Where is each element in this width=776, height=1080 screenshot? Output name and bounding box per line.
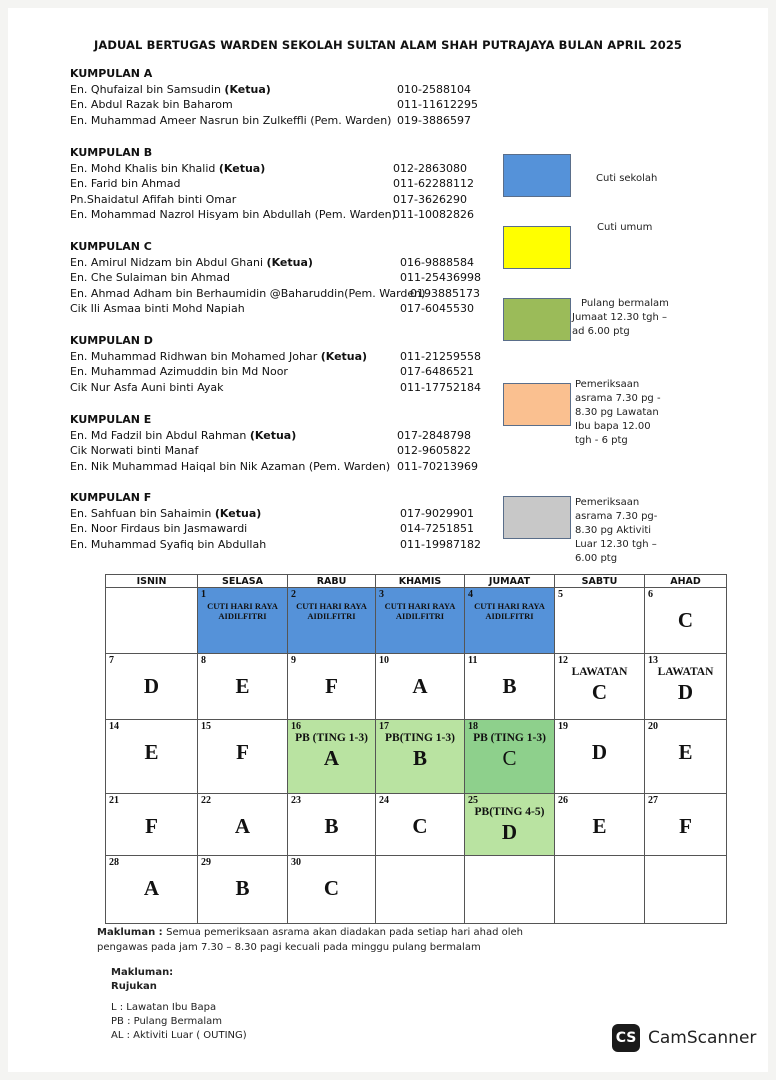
rujukan-heading: Rujukan bbox=[111, 981, 157, 992]
group-a bbox=[70, 66, 478, 128]
calendar-day-cell bbox=[555, 588, 645, 654]
page-title: JADUAL BERTUGAS WARDEN SEKOLAH SULTAN ALAM SHAH PUTRAJAYA BULAN APRIL 2025 bbox=[93, 38, 683, 52]
calendar-day-cell bbox=[645, 720, 727, 794]
phone-number: 017-9029901 bbox=[400, 506, 474, 520]
group-f bbox=[70, 490, 481, 552]
member-name: Pn.Shaidatul Afifah binti Omar bbox=[70, 192, 237, 206]
duty-group-letter: C bbox=[412, 814, 428, 838]
day-note: PB(TING 1-3) bbox=[385, 732, 455, 744]
duty-group-letter: E bbox=[678, 740, 693, 764]
group-heading: KUMPULAN E bbox=[70, 413, 152, 426]
duty-group-letter: B bbox=[502, 674, 517, 698]
phone-number: 011-19987182 bbox=[400, 537, 481, 551]
weekday-header: JUMAAT bbox=[465, 575, 555, 588]
day-note: LAWATAN bbox=[571, 666, 628, 678]
weekday-header: SABTU bbox=[555, 575, 645, 588]
duty-group-letter: D bbox=[677, 680, 694, 704]
reference-item: AL : Aktiviti Luar ( OUTING) bbox=[111, 1030, 247, 1041]
phone-number: 017-6486521 bbox=[400, 365, 474, 379]
duty-group-letter: D bbox=[501, 820, 518, 844]
group-c bbox=[70, 239, 481, 317]
duty-group-letter: B bbox=[235, 876, 250, 900]
calendar-day-cell bbox=[555, 654, 645, 720]
member-name: Cik Nur Asfa Auni binti Ayak bbox=[70, 380, 224, 394]
weekday-header: ISNIN bbox=[106, 575, 198, 588]
role-label: (Ketua) bbox=[218, 161, 266, 175]
calendar-day-cell bbox=[376, 654, 465, 720]
makluman-text: Semua pemeriksaan asrama akan diadakan pada setiap hari ahad oleh pengawas pada jam 7.30 – 8.30 pagi kecuali pada minggu pulang bermalam bbox=[97, 927, 523, 953]
group-heading: KUMPULAN B bbox=[70, 146, 153, 159]
legend-label: Pulang bermalam Jumaat 12.30 tgh – ad 6.00 ptg bbox=[572, 298, 669, 337]
calendar-week-row bbox=[106, 856, 727, 924]
legend-swatch bbox=[503, 496, 571, 539]
calendar-day-cell bbox=[106, 588, 198, 654]
calendar-week-row bbox=[106, 720, 727, 794]
day-number: 5 bbox=[558, 589, 563, 600]
day-number: 8 bbox=[201, 655, 206, 666]
duty-group-letter: B bbox=[324, 814, 339, 838]
calendar-day-cell bbox=[198, 654, 288, 720]
duty-group-letter: C bbox=[591, 680, 608, 704]
member-row bbox=[70, 521, 474, 537]
duty-group-letter: A bbox=[143, 876, 160, 900]
member-name: En. Muhammad Syafiq bin Abdullah bbox=[70, 537, 267, 551]
member-name: En. Muhammad Ridhwan bin Mohamed Johar bbox=[70, 349, 321, 363]
day-number: 7 bbox=[109, 655, 114, 666]
calendar-day-cell bbox=[555, 794, 645, 856]
calendar-day-cell bbox=[198, 588, 288, 654]
member-row bbox=[70, 349, 481, 365]
calendar-week-row bbox=[106, 794, 727, 856]
phone-number: 011-11612295 bbox=[397, 98, 478, 112]
phone-number: 012-9605822 bbox=[397, 444, 471, 458]
phone-number: 010-2588104 bbox=[397, 82, 471, 96]
member-row bbox=[70, 176, 474, 192]
member-row bbox=[70, 428, 471, 444]
member-row bbox=[70, 270, 481, 286]
duty-group-letter: B bbox=[412, 746, 427, 770]
phone-number: 014-7251851 bbox=[400, 522, 474, 536]
calendar-day-cell bbox=[288, 654, 376, 720]
day-number: 23 bbox=[291, 795, 301, 806]
calendar-week-row bbox=[106, 654, 727, 720]
member-row bbox=[70, 82, 471, 98]
member-row bbox=[70, 192, 467, 208]
member-row bbox=[70, 286, 480, 302]
legend-swatch bbox=[503, 383, 571, 426]
phone-number: 011-25436998 bbox=[400, 271, 481, 285]
legend-swatch bbox=[503, 154, 571, 197]
day-number: 25 bbox=[468, 795, 478, 806]
duty-group-letter: E bbox=[144, 740, 159, 764]
day-number: 18 bbox=[468, 721, 478, 732]
calendar-day-cell bbox=[645, 794, 727, 856]
member-name: En. Mohd Khalis bin Khalid bbox=[70, 161, 219, 175]
member-name: En. Muhammad Ameer Nasrun bin Zulkeffli (Pem. Warden) bbox=[70, 113, 392, 127]
calendar-day-cell bbox=[106, 856, 198, 924]
phone-number: 011-21259558 bbox=[400, 349, 481, 363]
member-name: Cik Ili Asmaa binti Mohd Napiah bbox=[70, 302, 245, 316]
makluman-label: Makluman : bbox=[97, 927, 167, 938]
phone-number: 016-9888584 bbox=[400, 255, 474, 269]
member-row bbox=[70, 443, 471, 459]
day-number: 28 bbox=[109, 857, 119, 868]
phone-number: 012-2863080 bbox=[393, 161, 467, 175]
calendar-day-cell bbox=[106, 794, 198, 856]
calendar-day-cell bbox=[106, 654, 198, 720]
phone-number: 011-62288112 bbox=[393, 177, 474, 191]
day-number: 20 bbox=[648, 721, 658, 732]
duty-group-letter: E bbox=[592, 814, 607, 838]
group-heading: KUMPULAN F bbox=[70, 491, 152, 504]
duty-group-letter: C bbox=[677, 608, 694, 632]
calendar-day-cell bbox=[465, 720, 555, 794]
day-number: 13 bbox=[648, 655, 658, 666]
member-name: En. Ahmad Adham bin Berhaumidin @Baharuddin(Pem. Warden) bbox=[70, 286, 426, 300]
calendar-day-cell bbox=[465, 856, 555, 924]
calendar-day-cell bbox=[645, 588, 727, 654]
day-number: 19 bbox=[558, 721, 568, 732]
day-number: 26 bbox=[558, 795, 568, 806]
day-number: 1 bbox=[201, 589, 206, 600]
day-note: CUTI HARI RAYA AIDILFITRI bbox=[474, 601, 545, 621]
day-note: PB(TING 4-5) bbox=[474, 806, 545, 818]
duty-group-letter: A bbox=[323, 746, 340, 770]
day-number: 12 bbox=[558, 655, 568, 666]
day-number: 17 bbox=[379, 721, 389, 732]
phone-number: 011-70213969 bbox=[397, 459, 478, 473]
member-row bbox=[70, 506, 474, 522]
calendar-day-cell bbox=[198, 856, 288, 924]
duty-group-letter: A bbox=[412, 674, 428, 698]
member-row bbox=[70, 459, 478, 475]
role-label: (Ketua) bbox=[320, 349, 368, 363]
day-number: 9 bbox=[291, 655, 296, 666]
day-number: 15 bbox=[201, 721, 211, 732]
camscanner-label: CamScanner bbox=[648, 1028, 757, 1048]
day-number: 30 bbox=[291, 857, 301, 868]
group-heading: KUMPULAN A bbox=[70, 67, 153, 80]
weekday-header: AHAD bbox=[645, 575, 727, 588]
calendar-header-row bbox=[106, 575, 727, 588]
day-number: 6 bbox=[648, 589, 653, 600]
group-e bbox=[70, 412, 478, 474]
day-number: 11 bbox=[468, 655, 478, 666]
phone-number: 017-2848798 bbox=[397, 428, 471, 442]
day-number: 21 bbox=[109, 795, 119, 806]
calendar-day-cell bbox=[198, 720, 288, 794]
group-d bbox=[70, 333, 481, 395]
member-name: En. Abdul Razak bin Baharom bbox=[70, 98, 233, 112]
legend-label: Pemeriksaan asrama 7.30 pg - 8.30 pg Lawatan Ibu bapa 12.00 tgh - 6 ptg bbox=[575, 379, 661, 446]
day-note: CUTI HARI RAYA AIDILFITRI bbox=[384, 601, 456, 621]
calendar-day-cell bbox=[376, 856, 465, 924]
group-b bbox=[70, 145, 474, 223]
duty-group-letter: F bbox=[236, 740, 249, 764]
legend-swatch bbox=[503, 226, 571, 269]
member-row bbox=[70, 207, 474, 223]
calendar-day-cell bbox=[555, 856, 645, 924]
duty-group-letter: D bbox=[143, 674, 160, 698]
member-row bbox=[70, 537, 481, 553]
role-label: (Ketua) bbox=[266, 255, 313, 269]
group-heading: KUMPULAN C bbox=[70, 240, 152, 253]
phone-number: 017-3626290 bbox=[393, 192, 467, 206]
camscanner-logo-icon: CS bbox=[612, 1024, 640, 1052]
phone-number: 011-17752184 bbox=[400, 380, 481, 394]
day-number: 14 bbox=[109, 721, 119, 732]
weekday-header: SELASA bbox=[198, 575, 288, 588]
calendar-day-cell bbox=[198, 794, 288, 856]
member-row bbox=[70, 301, 474, 317]
calendar-week-row bbox=[106, 588, 727, 654]
camscanner-watermark bbox=[612, 1024, 756, 1052]
calendar-day-cell bbox=[288, 720, 376, 794]
member-name: En. Sahfuan bin Sahaimin bbox=[70, 506, 215, 520]
calendar-day-cell bbox=[106, 720, 198, 794]
member-name: En. Nik Muhammad Haiqal bin Nik Azaman (Pem. Warden) bbox=[70, 459, 391, 473]
legend-label: Pemeriksaan asrama 7.30 pg-8.30 pg Aktiviti Luar 12.30 tgh – 6.00 ptg bbox=[575, 497, 658, 564]
calendar-day-cell bbox=[288, 588, 376, 654]
duty-group-letter: F bbox=[679, 814, 692, 838]
day-number: 22 bbox=[201, 795, 211, 806]
phone-number: 017-6045530 bbox=[400, 302, 474, 316]
duty-group-letter: F bbox=[145, 814, 158, 838]
calendar-day-cell bbox=[465, 794, 555, 856]
calendar-day-cell bbox=[288, 856, 376, 924]
member-name: En. Qhufaizal bin Samsudin bbox=[70, 82, 225, 96]
calendar-day-cell bbox=[555, 720, 645, 794]
member-name: En. Mohammad Nazrol Hisyam bin Abdullah (Pem. Warden) bbox=[70, 208, 396, 222]
duty-group-letter: C bbox=[323, 876, 340, 900]
calendar-day-cell bbox=[465, 588, 555, 654]
weekday-header: RABU bbox=[288, 575, 376, 588]
member-row bbox=[70, 113, 471, 129]
member-name: En. Farid bin Ahmad bbox=[70, 177, 181, 191]
member-name: En. Noor Firdaus bin Jasmawardi bbox=[70, 522, 248, 536]
calendar-day-cell bbox=[465, 654, 555, 720]
legend-swatch bbox=[503, 298, 571, 341]
calendar-day-cell bbox=[376, 720, 465, 794]
day-number: 27 bbox=[648, 795, 658, 806]
calendar-day-cell bbox=[645, 654, 727, 720]
calendar-day-cell bbox=[376, 588, 465, 654]
role-label: (Ketua) bbox=[249, 428, 297, 442]
duty-calendar bbox=[105, 574, 727, 924]
member-name: En. Che Sulaiman bin Ahmad bbox=[70, 271, 231, 285]
member-row bbox=[70, 161, 467, 177]
day-note: PB (TING 1-3) bbox=[473, 732, 546, 744]
role-label: (Ketua) bbox=[214, 506, 262, 520]
day-number: 29 bbox=[201, 857, 211, 868]
duty-group-letter: C bbox=[502, 746, 517, 770]
day-number: 10 bbox=[379, 655, 389, 666]
day-number: 3 bbox=[379, 589, 384, 600]
duty-group-letter: E bbox=[235, 674, 250, 698]
day-number: 24 bbox=[379, 795, 389, 806]
member-name: En. Md Fadzil bin Abdul Rahman bbox=[70, 428, 250, 442]
day-note: CUTI HARI RAYA AIDILFITRI bbox=[207, 601, 278, 621]
legend-label: Cuti sekolah bbox=[596, 173, 658, 184]
makluman-note bbox=[97, 926, 572, 955]
calendar-day-cell bbox=[376, 794, 465, 856]
makluman-heading: Makluman: bbox=[111, 967, 174, 978]
member-row bbox=[70, 255, 474, 271]
day-note: LAWATAN bbox=[657, 666, 714, 678]
day-note: CUTI HARI RAYA AIDILFITRI bbox=[296, 601, 367, 621]
legend-label: Cuti umum bbox=[597, 222, 653, 233]
member-name: En. Muhammad Azimuddin bin Md Noor bbox=[70, 365, 288, 379]
calendar-day-cell bbox=[288, 794, 376, 856]
phone-number: 0193885173 bbox=[410, 286, 480, 300]
reference-item: PB : Pulang Bermalam bbox=[111, 1016, 223, 1027]
member-name: Cik Norwati binti Manaf bbox=[70, 444, 199, 458]
weekday-header: KHAMIS bbox=[376, 575, 465, 588]
group-heading: KUMPULAN D bbox=[70, 334, 153, 347]
role-label: (Ketua) bbox=[224, 82, 271, 96]
member-row bbox=[70, 380, 481, 396]
duty-group-letter: A bbox=[234, 814, 251, 838]
member-row bbox=[70, 364, 474, 380]
day-number: 2 bbox=[291, 589, 296, 600]
phone-number: 019-3886597 bbox=[397, 113, 471, 127]
phone-number: 011-10082826 bbox=[393, 208, 474, 222]
calendar-day-cell bbox=[645, 856, 727, 924]
day-number: 4 bbox=[468, 589, 473, 600]
reference-item: L : Lawatan Ibu Bapa bbox=[111, 1002, 217, 1013]
member-name: En. Amirul Nidzam bin Abdul Ghani bbox=[70, 255, 267, 269]
duty-group-letter: D bbox=[591, 740, 608, 764]
duty-group-letter: F bbox=[325, 674, 338, 698]
member-row bbox=[70, 97, 478, 113]
day-note: PB (TING 1-3) bbox=[295, 732, 368, 744]
day-number: 16 bbox=[291, 721, 301, 732]
